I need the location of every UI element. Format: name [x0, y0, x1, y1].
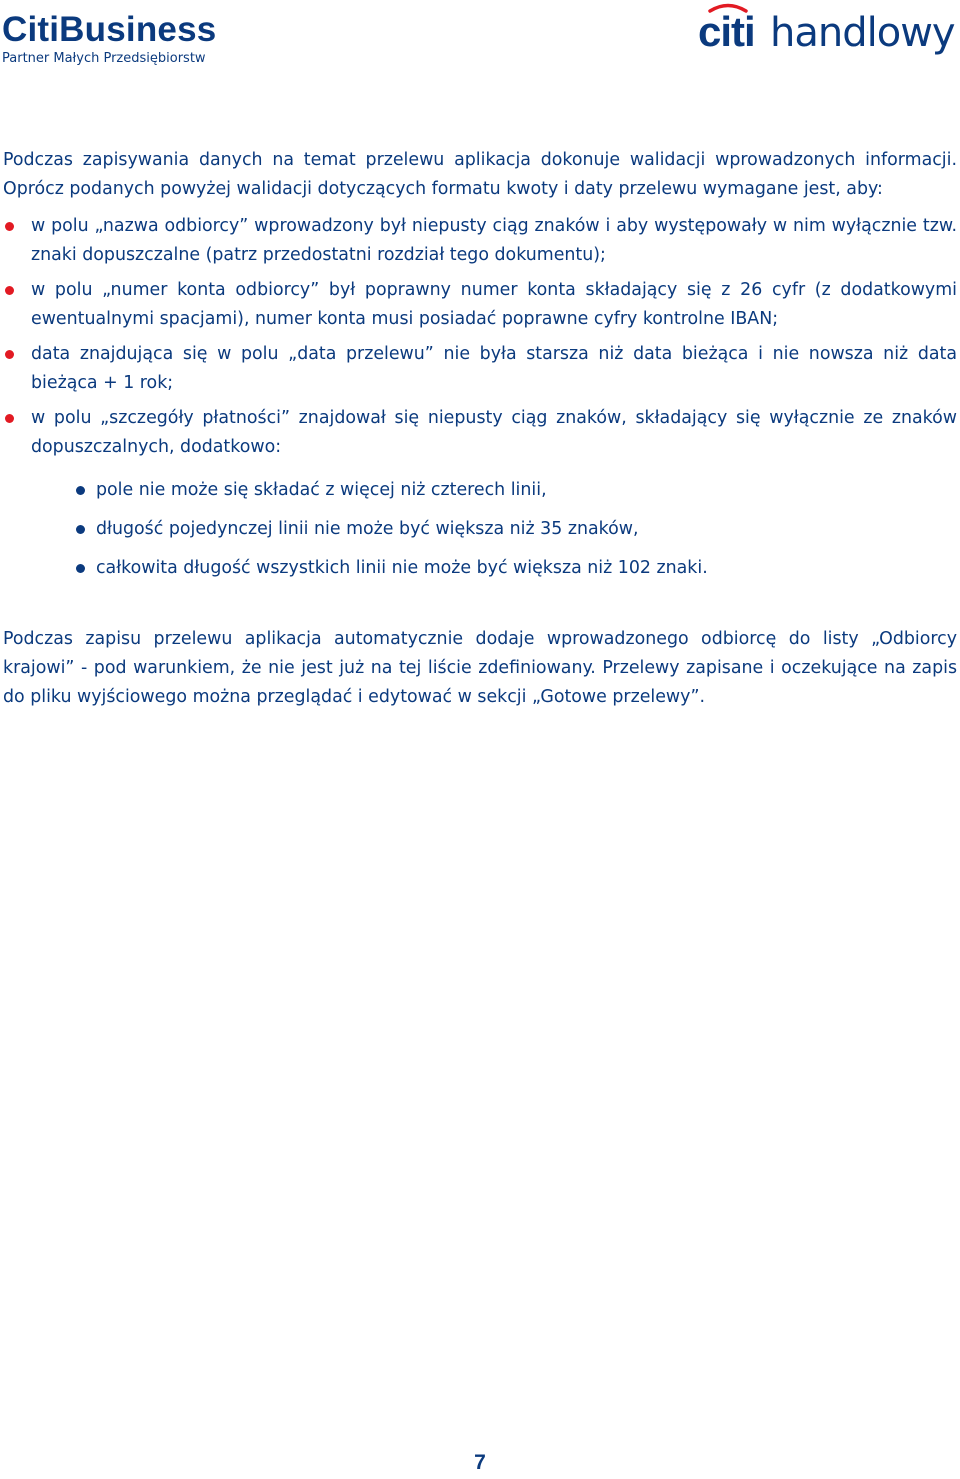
list-item-text: w polu „szczegóły płatności” znajdował się niepusty ciąg znaków, składający się wyłącznie ze znaków dopuszczalnych, dodatkowo:: [31, 408, 957, 457]
sublist-item-text: całkowita długość wszystkich linii nie może być większa niż 102 znaki.: [96, 558, 708, 578]
sublist-item: [31, 515, 957, 544]
list-item: [3, 404, 957, 583]
sublist-item: [31, 554, 957, 583]
details-sublist: [31, 476, 957, 583]
sub-bullet-dot-icon: [76, 486, 85, 495]
requirements-list: [3, 212, 957, 583]
list-item-text: w polu „numer konta odbiorcy” był poprawny numer konta składający się z 26 cyfr (z dodatkowymi ewentualnymi spacjami), numer konta musi posiadać poprawne cyfry kontrolne IBAN;: [31, 280, 957, 329]
sublist-item-text: pole nie może się składać z więcej niż czterech linii,: [96, 480, 547, 500]
list-item: [3, 212, 957, 270]
closing-paragraph: Podczas zapisu przelewu aplikacja automatycznie dodaje wprowadzonego odbiorcę do listy „Odbiorcy krajowi” - pod warunkiem, że nie jest już na tej liście zdefiniowany. Przelewy zapisane i oczekujące na zapis do pliku wyjściowego można przeglądać i edytować w sekcji „Gotowe przelewy”.: [3, 629, 957, 707]
page-number: 7: [474, 1451, 486, 1474]
bullet-dot-icon: [5, 350, 14, 359]
list-item: [3, 276, 957, 334]
sublist-item: [31, 476, 957, 505]
list-item-text: w polu „nazwa odbiorcy” wprowadzony był niepusty ciąg znaków i aby występowały w nim wyłącznie tzw. znaki dopuszczalne (patrz przedostatni rozdział tego dokumentu);: [31, 216, 957, 265]
sub-bullet-dot-icon: [76, 564, 85, 573]
list-item-text: data znajdująca się w polu „data przelewu” nie była starsza niż data bieżąca i nie nowsza niż data bieżąca + 1 rok;: [31, 344, 957, 393]
brand-title: CitiBusiness: [2, 10, 217, 49]
citi-logo-icon: [698, 2, 956, 58]
svg-text:citi: citi: [698, 8, 755, 55]
bullet-dot-icon: [5, 286, 14, 295]
bullet-dot-icon: [5, 414, 14, 423]
sublist-item-text: długość pojedynczej linii nie może być większa niż 35 znaków,: [96, 519, 639, 539]
main-content: [3, 146, 957, 712]
bullet-dot-icon: [5, 222, 14, 231]
citi-handlowy-logo: [698, 2, 956, 58]
svg-text:handlowy: handlowy: [770, 10, 955, 56]
list-item: [3, 340, 957, 398]
brand-block: [2, 10, 216, 67]
brand-subtitle: Partner Małych Przedsiębiorstw: [2, 51, 206, 66]
intro-paragraph: Podczas zapisywania danych na temat przelewu aplikacja dokonuje walidacji wprowadzonych informacji. Oprócz podanych powyżej walidacji dotyczących formatu kwoty i daty przelewu wymagane jest, aby:: [3, 150, 957, 199]
sub-bullet-dot-icon: [76, 525, 85, 534]
